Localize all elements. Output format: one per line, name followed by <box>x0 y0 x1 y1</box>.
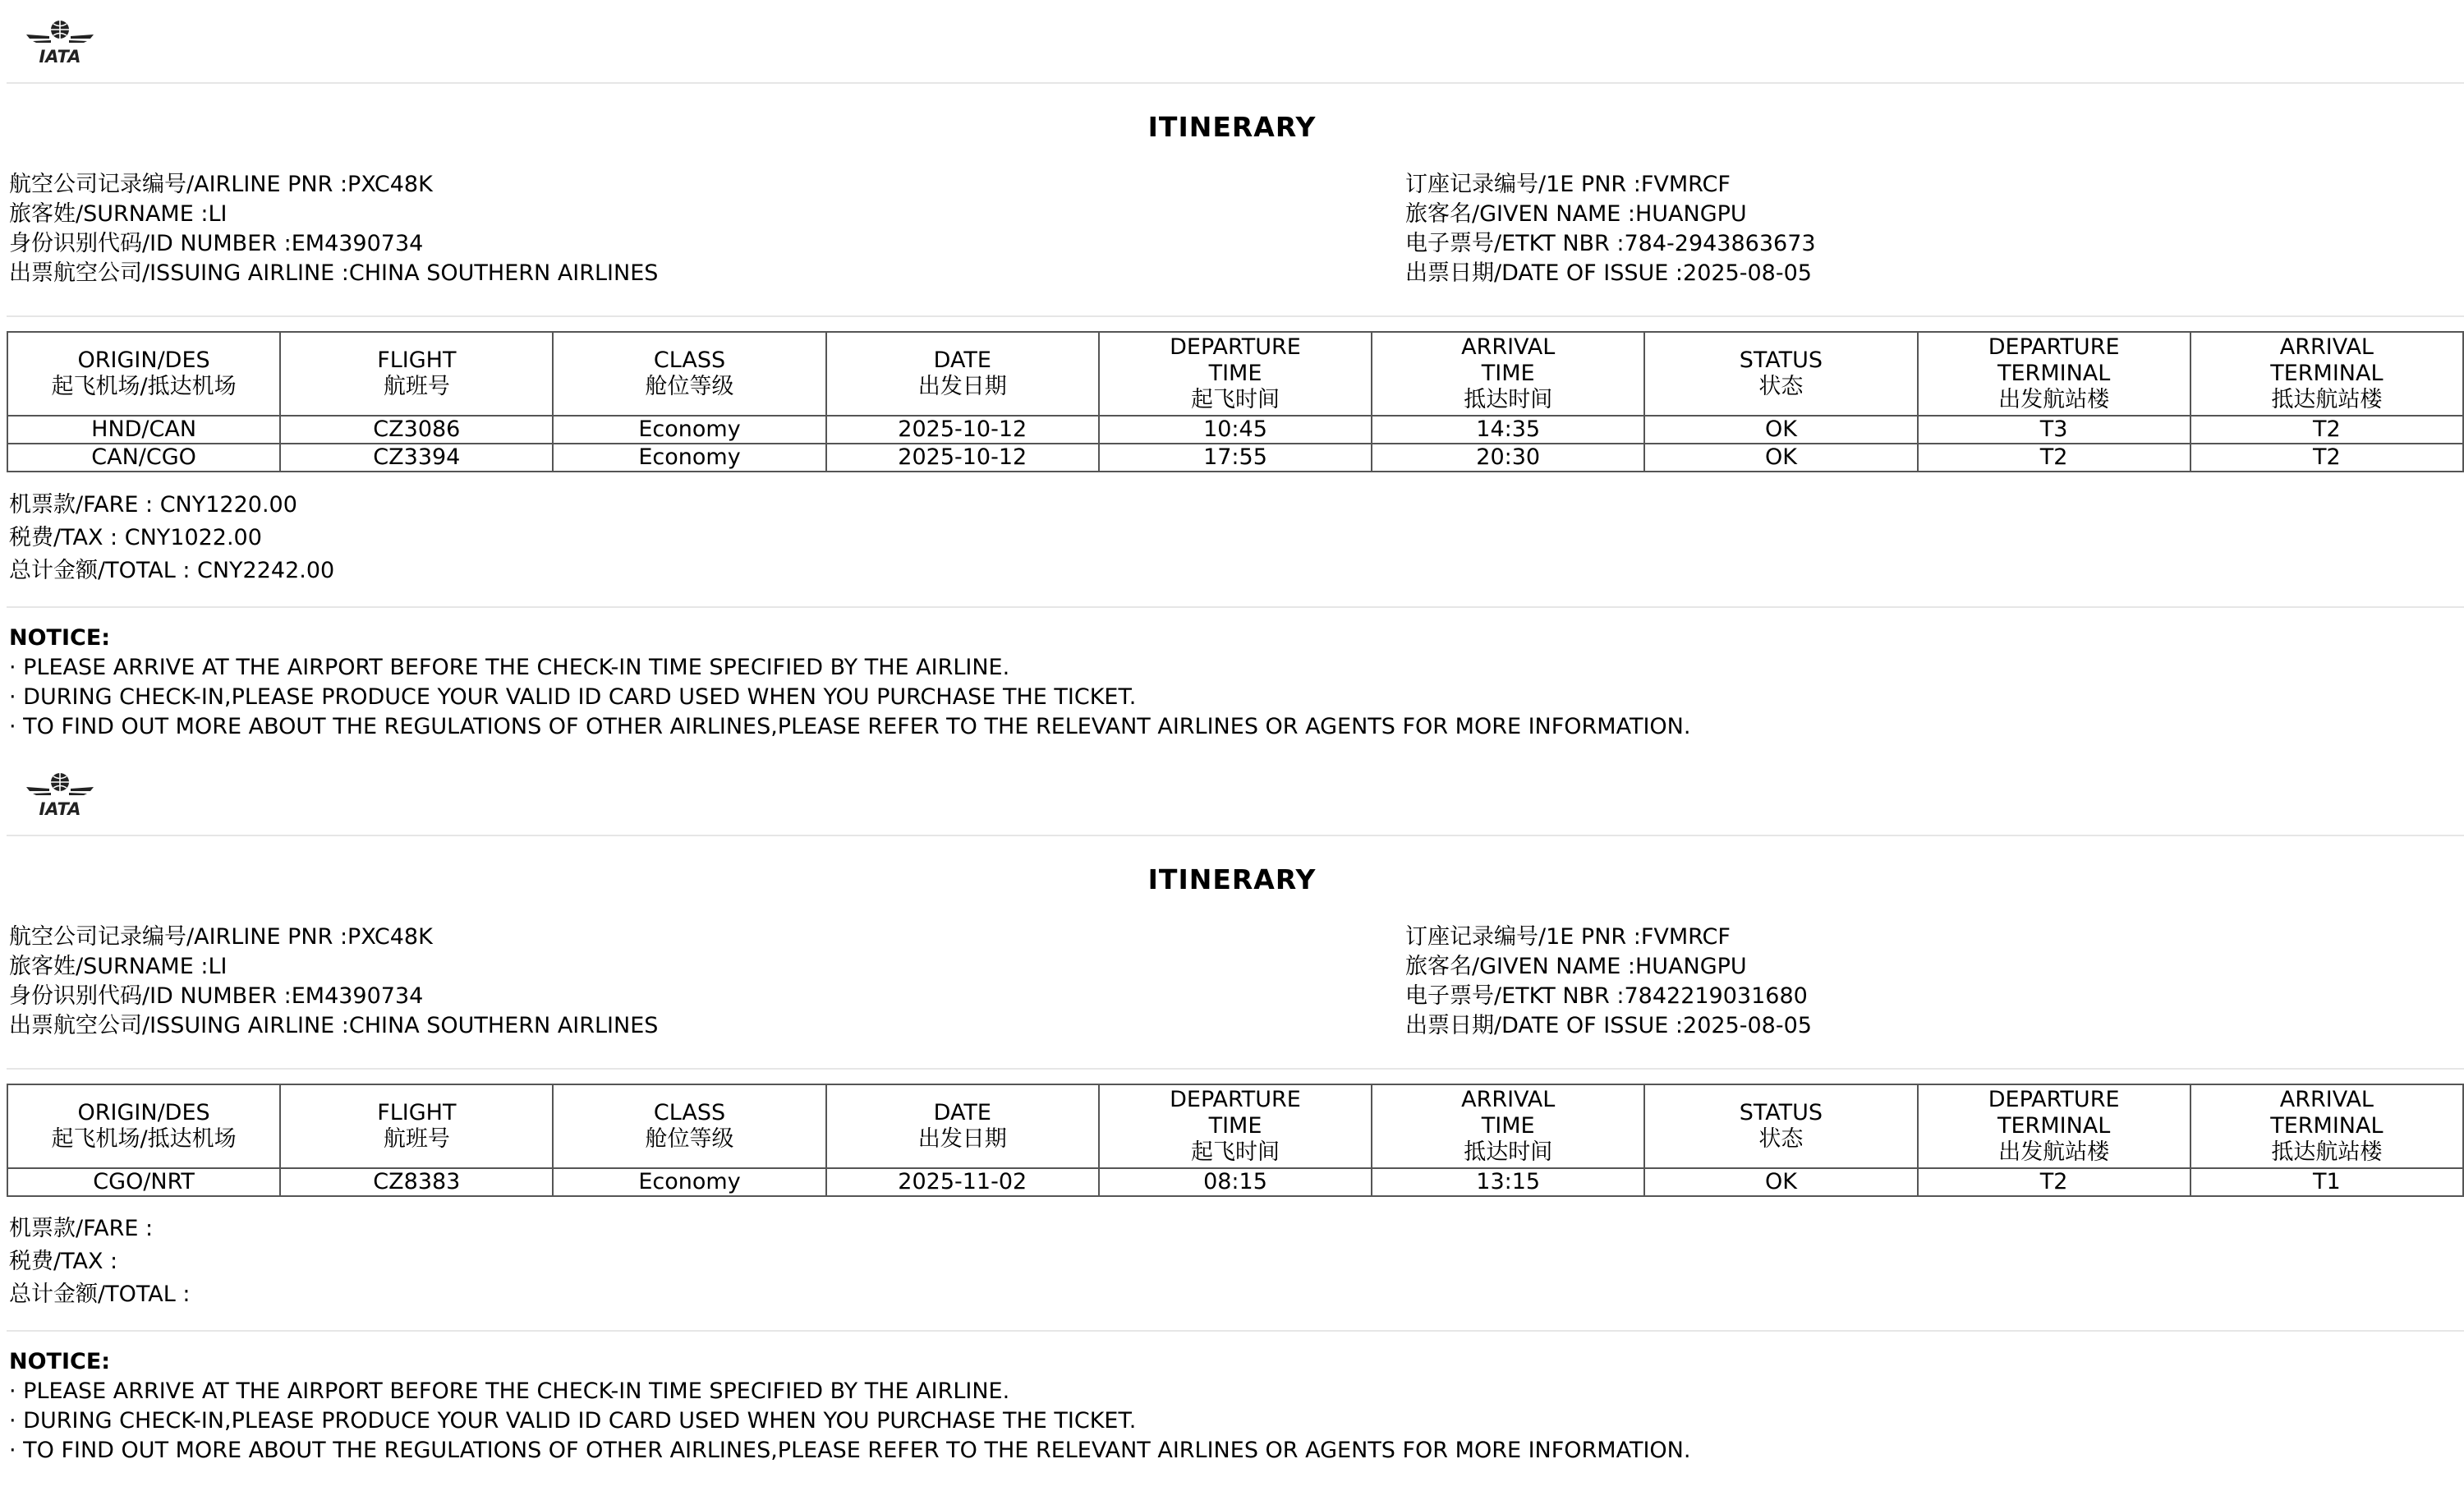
arrival-terminal-cell: T2 <box>2190 416 2463 444</box>
date-of-issue: 出票日期/DATE OF ISSUE :2025-08-05 <box>1405 1013 1812 1038</box>
arrival-time-cell: 14:35 <box>1372 416 1644 444</box>
col-class: CLASS 舱位等级 <box>553 1084 825 1168</box>
tax: 税费/TAX : <box>9 1249 118 1274</box>
id-number: 身份识别代码/ID NUMBER :EM4390734 <box>9 231 424 256</box>
given-name: 旅客名/GIVEN NAME :HUANGPU <box>1405 954 1747 979</box>
col-status: STATUS 状态 <box>1644 1084 1917 1168</box>
departure-time-cell: 08:15 <box>1099 1168 1372 1196</box>
divider <box>7 1068 2464 1070</box>
notice-item: · PLEASE ARRIVE AT THE AIRPORT BEFORE THE CHECK-IN TIME SPECIFIED BY THE AIRLINE. <box>9 655 1010 680</box>
notice <box>9 1347 1690 1466</box>
col-origin-des: ORIGIN/DES 起飞机场/抵达机场 <box>7 1084 280 1168</box>
passenger-info-left <box>9 170 658 288</box>
col-class: CLASS 舱位等级 <box>553 332 825 416</box>
airline-pnr: 航空公司记录编号/AIRLINE PNR :PXC48K <box>9 924 433 950</box>
class-cell: Economy <box>553 416 825 444</box>
arrival-terminal-cell: T2 <box>2190 444 2463 472</box>
departure-time-cell: 17:55 <box>1099 444 1372 472</box>
page-title: ITINERARY <box>1147 111 1317 143</box>
col-arrival-time: ARRIVAL TIME 抵达时间 <box>1372 1084 1644 1168</box>
passenger-info-right <box>1405 170 1816 288</box>
given-name: 旅客名/GIVEN NAME :HUANGPU <box>1405 201 1747 227</box>
notice-item: · TO FIND OUT MORE ABOUT THE REGULATIONS OF OTHER AIRLINES,PLEASE REFER TO THE RELEVANT AIRLINES OR AGENTS FOR MORE INFORMATION. <box>9 714 1691 739</box>
1e-pnr: 订座记录编号/1E PNR :FVMRCF <box>1405 924 1731 950</box>
table-row <box>7 1168 2463 1196</box>
notice-title: NOTICE: <box>9 1349 111 1374</box>
col-status: STATUS 状态 <box>1644 332 1917 416</box>
origin-des-cell: HND/CAN <box>7 416 280 444</box>
divider <box>7 606 2464 608</box>
class-cell: Economy <box>553 444 825 472</box>
date-cell: 2025-10-12 <box>826 416 1099 444</box>
flight-cell: CZ3394 <box>280 444 553 472</box>
iata-logo <box>25 15 95 66</box>
table-header-row <box>7 332 2463 416</box>
col-arrival-terminal: ARRIVAL TERMINAL 抵达航站楼 <box>2190 332 2463 416</box>
surname: 旅客姓/SURNAME :LI <box>9 954 228 979</box>
amounts <box>9 1213 190 1311</box>
fare: 机票款/FARE : CNY1220.00 <box>9 492 297 518</box>
svg-text:IATA: IATA <box>39 799 81 818</box>
flight-cell: CZ8383 <box>280 1168 553 1196</box>
col-origin-des: ORIGIN/DES 起飞机场/抵达机场 <box>7 332 280 416</box>
col-departure-time: DEPARTURE TIME 起飞时间 <box>1099 1084 1372 1168</box>
id-number: 身份识别代码/ID NUMBER :EM4390734 <box>9 983 424 1009</box>
origin-des-cell: CGO/NRT <box>7 1168 280 1196</box>
col-date: DATE 出发日期 <box>826 332 1099 416</box>
class-cell: Economy <box>553 1168 825 1196</box>
amounts <box>9 489 334 587</box>
surname: 旅客姓/SURNAME :LI <box>9 201 228 227</box>
issuing-airline: 出票航空公司/ISSUING AIRLINE :CHINA SOUTHERN AIRLINES <box>9 260 659 286</box>
tax: 税费/TAX : CNY1022.00 <box>9 525 262 550</box>
arrival-time-cell: 20:30 <box>1372 444 1644 472</box>
notice <box>9 624 1690 742</box>
total: 总计金额/TOTAL : <box>9 1282 191 1307</box>
notice-title: NOTICE: <box>9 625 111 651</box>
notice-item: · PLEASE ARRIVE AT THE AIRPORT BEFORE THE CHECK-IN TIME SPECIFIED BY THE AIRLINE. <box>9 1378 1010 1404</box>
departure-terminal-cell: T2 <box>1918 444 2190 472</box>
col-arrival-terminal: ARRIVAL TERMINAL 抵达航站楼 <box>2190 1084 2463 1168</box>
departure-terminal-cell: T3 <box>1918 416 2190 444</box>
origin-des-cell: CAN/CGO <box>7 444 280 472</box>
passenger-info-left <box>9 923 658 1041</box>
col-arrival-time: ARRIVAL TIME 抵达时间 <box>1372 332 1644 416</box>
divider <box>7 82 2464 84</box>
table-header-row <box>7 1084 2463 1168</box>
date-of-issue: 出票日期/DATE OF ISSUE :2025-08-05 <box>1405 260 1812 286</box>
col-departure-terminal: DEPARTURE TERMINAL 出发航站楼 <box>1918 1084 2190 1168</box>
col-date: DATE 出发日期 <box>826 1084 1099 1168</box>
table-row <box>7 444 2463 472</box>
date-cell: 2025-11-02 <box>826 1168 1099 1196</box>
date-cell: 2025-10-12 <box>826 444 1099 472</box>
etkt-number: 电子票号/ETKT NBR :784-2943863673 <box>1405 231 1816 256</box>
status-cell: OK <box>1644 444 1917 472</box>
fare: 机票款/FARE : <box>9 1216 154 1241</box>
status-cell: OK <box>1644 416 1917 444</box>
etkt-number: 电子票号/ETKT NBR :7842219031680 <box>1405 983 1808 1009</box>
flight-table <box>7 1084 2464 1197</box>
total: 总计金额/TOTAL : CNY2242.00 <box>9 558 335 583</box>
col-flight: FLIGHT 航班号 <box>280 1084 553 1168</box>
itinerary-section <box>0 0 2464 752</box>
arrival-time-cell: 13:15 <box>1372 1168 1644 1196</box>
notice-item: · DURING CHECK-IN,PLEASE PRODUCE YOUR VALID ID CARD USED WHEN YOU PURCHASE THE TICKET. <box>9 1408 1137 1434</box>
passenger-info-right <box>1405 923 1812 1041</box>
flight-cell: CZ3086 <box>280 416 553 444</box>
divider <box>7 835 2464 836</box>
notice-item: · DURING CHECK-IN,PLEASE PRODUCE YOUR VALID ID CARD USED WHEN YOU PURCHASE THE TICKET. <box>9 684 1137 710</box>
divider <box>7 315 2464 317</box>
page-title: ITINERARY <box>1147 863 1317 895</box>
airline-pnr: 航空公司记录编号/AIRLINE PNR :PXC48K <box>9 172 433 197</box>
flight-table <box>7 331 2464 472</box>
departure-time-cell: 10:45 <box>1099 416 1372 444</box>
notice-item: · TO FIND OUT MORE ABOUT THE REGULATIONS OF OTHER AIRLINES,PLEASE REFER TO THE RELEVANT AIRLINES OR AGENTS FOR MORE INFORMATION. <box>9 1438 1691 1463</box>
svg-text:IATA: IATA <box>39 47 81 66</box>
arrival-terminal-cell: T1 <box>2190 1168 2463 1196</box>
col-flight: FLIGHT 航班号 <box>280 332 553 416</box>
status-cell: OK <box>1644 1168 1917 1196</box>
iata-logo <box>25 767 95 818</box>
col-departure-terminal: DEPARTURE TERMINAL 出发航站楼 <box>1918 332 2190 416</box>
table-row <box>7 416 2463 444</box>
divider <box>7 1330 2464 1332</box>
itinerary-section <box>0 752 2464 1505</box>
issuing-airline: 出票航空公司/ISSUING AIRLINE :CHINA SOUTHERN AIRLINES <box>9 1013 659 1038</box>
col-departure-time: DEPARTURE TIME 起飞时间 <box>1099 332 1372 416</box>
departure-terminal-cell: T2 <box>1918 1168 2190 1196</box>
1e-pnr: 订座记录编号/1E PNR :FVMRCF <box>1405 172 1731 197</box>
